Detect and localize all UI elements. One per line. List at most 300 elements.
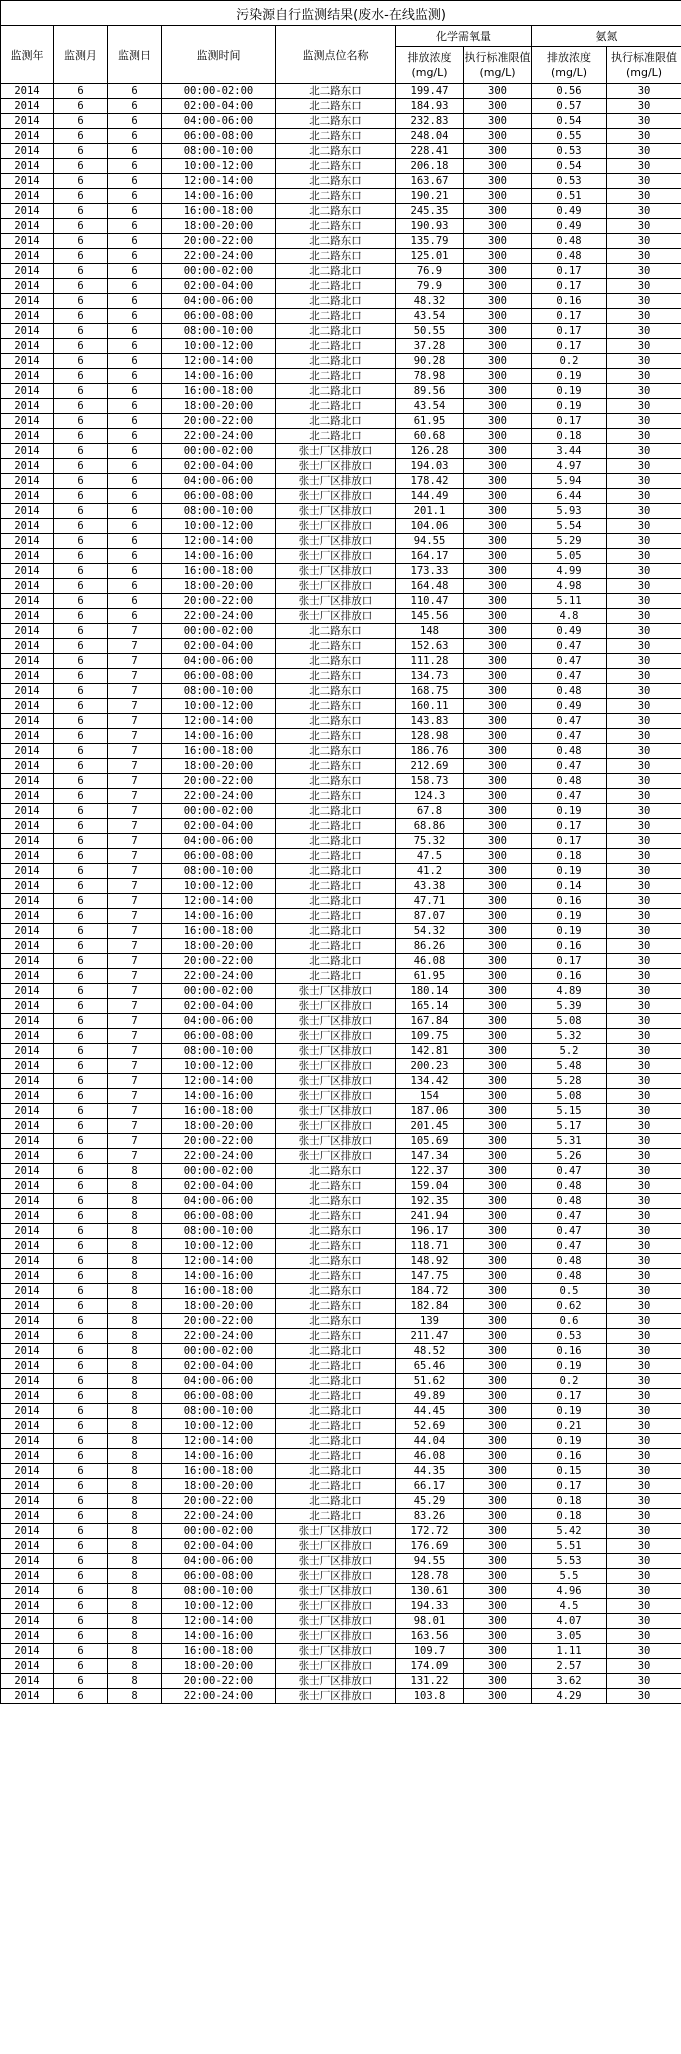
cell-nh3-concentration: 0.47 <box>532 669 607 684</box>
cell-site: 北二路北口 <box>276 804 396 819</box>
cell-cod-concentration: 158.73 <box>396 774 464 789</box>
cell-month: 6 <box>54 1614 108 1629</box>
cell-month: 6 <box>54 1494 108 1509</box>
cell-year: 2014 <box>1 1539 54 1554</box>
cell-month: 6 <box>54 984 108 999</box>
cell-site: 北二路北口 <box>276 969 396 984</box>
table-row <box>1 459 681 474</box>
header-year: 监测年 <box>1 26 54 84</box>
cell-day: 7 <box>108 909 162 924</box>
cell-month: 6 <box>54 1044 108 1059</box>
cell-site: 张士厂区排放口 <box>276 609 396 624</box>
cell-month: 6 <box>54 1674 108 1689</box>
cell-site: 张士厂区排放口 <box>276 984 396 999</box>
cell-cod-concentration: 103.8 <box>396 1689 464 1704</box>
cell-time: 04:00-06:00 <box>162 1554 276 1569</box>
cell-nh3-standard: 30 <box>607 1614 681 1629</box>
cell-day: 8 <box>108 1659 162 1674</box>
table-row <box>1 1194 681 1209</box>
table-row <box>1 1629 681 1644</box>
cell-time: 06:00-08:00 <box>162 309 276 324</box>
cell-cod-concentration: 199.47 <box>396 84 464 99</box>
cell-day: 8 <box>108 1179 162 1194</box>
cell-site: 北二路北口 <box>276 324 396 339</box>
cell-site: 北二路北口 <box>276 1359 396 1374</box>
cell-year: 2014 <box>1 984 54 999</box>
cell-nh3-concentration: 0.48 <box>532 1254 607 1269</box>
cell-day: 8 <box>108 1629 162 1644</box>
table-row <box>1 129 681 144</box>
cell-nh3-concentration: 0.18 <box>532 1509 607 1524</box>
cell-nh3-standard: 30 <box>607 1224 681 1239</box>
cell-year: 2014 <box>1 1404 54 1419</box>
cell-nh3-standard: 30 <box>607 819 681 834</box>
table-row <box>1 1074 681 1089</box>
cell-cod-standard: 300 <box>464 384 532 399</box>
cell-site: 张士厂区排放口 <box>276 1644 396 1659</box>
cell-cod-standard: 300 <box>464 789 532 804</box>
cell-nh3-standard: 30 <box>607 1044 681 1059</box>
cell-month: 6 <box>54 999 108 1014</box>
cell-time: 10:00-12:00 <box>162 1599 276 1614</box>
table-row <box>1 774 681 789</box>
cell-cod-standard: 300 <box>464 1599 532 1614</box>
cell-time: 08:00-10:00 <box>162 1404 276 1419</box>
cell-day: 8 <box>108 1329 162 1344</box>
cell-nh3-standard: 30 <box>607 1059 681 1074</box>
cell-cod-concentration: 78.98 <box>396 369 464 384</box>
cell-cod-concentration: 148.92 <box>396 1254 464 1269</box>
cell-nh3-concentration: 0.17 <box>532 279 607 294</box>
cell-day: 6 <box>108 144 162 159</box>
cell-cod-concentration: 44.35 <box>396 1464 464 1479</box>
cell-nh3-concentration: 0.48 <box>532 684 607 699</box>
cell-cod-concentration: 144.49 <box>396 489 464 504</box>
cell-day: 8 <box>108 1299 162 1314</box>
cell-cod-concentration: 190.93 <box>396 219 464 234</box>
cell-day: 6 <box>108 399 162 414</box>
cell-cod-standard: 300 <box>464 894 532 909</box>
cell-nh3-concentration: 0.14 <box>532 879 607 894</box>
cell-cod-concentration: 109.7 <box>396 1644 464 1659</box>
table-row <box>1 1599 681 1614</box>
cell-day: 8 <box>108 1599 162 1614</box>
cell-nh3-concentration: 0.49 <box>532 219 607 234</box>
cell-cod-standard: 300 <box>464 1374 532 1389</box>
cell-site: 北二路东口 <box>276 684 396 699</box>
table-row <box>1 1584 681 1599</box>
cell-month: 6 <box>54 1314 108 1329</box>
cell-site: 张士厂区排放口 <box>276 1044 396 1059</box>
table-row <box>1 1659 681 1674</box>
table-row <box>1 1179 681 1194</box>
cell-cod-concentration: 228.41 <box>396 144 464 159</box>
header-month: 监测月 <box>54 26 108 84</box>
table-row <box>1 1164 681 1179</box>
cell-cod-standard: 300 <box>464 534 532 549</box>
cell-site: 张士厂区排放口 <box>276 1659 396 1674</box>
cell-cod-standard: 300 <box>464 1209 532 1224</box>
cell-site: 北二路北口 <box>276 834 396 849</box>
table-row <box>1 384 681 399</box>
cell-nh3-concentration: 5.93 <box>532 504 607 519</box>
cell-site: 北二路北口 <box>276 1509 396 1524</box>
cell-nh3-standard: 30 <box>607 1404 681 1419</box>
cell-site: 北二路东口 <box>276 249 396 264</box>
cell-cod-standard: 300 <box>464 459 532 474</box>
cell-nh3-standard: 30 <box>607 564 681 579</box>
cell-time: 02:00-04:00 <box>162 1359 276 1374</box>
cell-nh3-concentration: 0.17 <box>532 264 607 279</box>
cell-site: 北二路东口 <box>276 729 396 744</box>
cell-day: 8 <box>108 1539 162 1554</box>
cell-nh3-concentration: 4.96 <box>532 1584 607 1599</box>
cell-nh3-standard: 30 <box>607 234 681 249</box>
cell-cod-standard: 300 <box>464 624 532 639</box>
cell-nh3-concentration: 5.28 <box>532 1074 607 1089</box>
cell-time: 06:00-08:00 <box>162 1029 276 1044</box>
cell-cod-standard: 300 <box>464 924 532 939</box>
cell-year: 2014 <box>1 894 54 909</box>
table-row <box>1 849 681 864</box>
cell-cod-standard: 300 <box>464 1344 532 1359</box>
cell-site: 北二路北口 <box>276 339 396 354</box>
cell-month: 6 <box>54 1224 108 1239</box>
cell-time: 18:00-20:00 <box>162 1299 276 1314</box>
cell-cod-standard: 300 <box>464 1419 532 1434</box>
cell-time: 04:00-06:00 <box>162 294 276 309</box>
cell-site: 北二路北口 <box>276 924 396 939</box>
cell-year: 2014 <box>1 954 54 969</box>
cell-site: 北二路北口 <box>276 909 396 924</box>
cell-site: 张士厂区排放口 <box>276 1524 396 1539</box>
cell-time: 14:00-16:00 <box>162 1449 276 1464</box>
cell-cod-standard: 300 <box>464 1299 532 1314</box>
cell-year: 2014 <box>1 1674 54 1689</box>
cell-year: 2014 <box>1 594 54 609</box>
cell-cod-standard: 300 <box>464 579 532 594</box>
cell-time: 12:00-14:00 <box>162 1614 276 1629</box>
cell-nh3-standard: 30 <box>607 804 681 819</box>
cell-cod-standard: 300 <box>464 774 532 789</box>
cell-day: 7 <box>108 819 162 834</box>
table-row <box>1 1539 681 1554</box>
cell-day: 7 <box>108 864 162 879</box>
cell-site: 张士厂区排放口 <box>276 1059 396 1074</box>
cell-day: 6 <box>108 519 162 534</box>
cell-cod-standard: 300 <box>464 249 532 264</box>
cell-site: 北二路北口 <box>276 1449 396 1464</box>
cell-nh3-concentration: 3.05 <box>532 1629 607 1644</box>
cell-year: 2014 <box>1 114 54 129</box>
cell-nh3-standard: 30 <box>607 1239 681 1254</box>
cell-nh3-standard: 30 <box>607 1419 681 1434</box>
cell-time: 04:00-06:00 <box>162 834 276 849</box>
cell-cod-standard: 300 <box>464 729 532 744</box>
cell-nh3-standard: 30 <box>607 1509 681 1524</box>
cell-cod-standard: 300 <box>464 474 532 489</box>
cell-month: 6 <box>54 489 108 504</box>
table-row <box>1 1224 681 1239</box>
cell-year: 2014 <box>1 504 54 519</box>
cell-cod-standard: 300 <box>464 1584 532 1599</box>
table-row <box>1 339 681 354</box>
cell-time: 14:00-16:00 <box>162 1629 276 1644</box>
table-row <box>1 1284 681 1299</box>
cell-nh3-standard: 30 <box>607 579 681 594</box>
cell-nh3-standard: 30 <box>607 849 681 864</box>
cell-site: 北二路东口 <box>276 189 396 204</box>
cell-nh3-concentration: 5.53 <box>532 1554 607 1569</box>
cell-time: 12:00-14:00 <box>162 354 276 369</box>
cell-day: 6 <box>108 249 162 264</box>
cell-time: 16:00-18:00 <box>162 564 276 579</box>
cell-year: 2014 <box>1 1254 54 1269</box>
cell-nh3-standard: 30 <box>607 159 681 174</box>
cell-cod-standard: 300 <box>464 1674 532 1689</box>
table-row <box>1 174 681 189</box>
cell-cod-concentration: 65.46 <box>396 1359 464 1374</box>
cell-cod-standard: 300 <box>464 489 532 504</box>
cell-day: 6 <box>108 579 162 594</box>
cell-cod-concentration: 168.75 <box>396 684 464 699</box>
cell-month: 6 <box>54 864 108 879</box>
cell-time: 18:00-20:00 <box>162 1479 276 1494</box>
cell-cod-concentration: 47.71 <box>396 894 464 909</box>
cell-nh3-standard: 30 <box>607 414 681 429</box>
cell-month: 6 <box>54 879 108 894</box>
cell-nh3-concentration: 0.17 <box>532 339 607 354</box>
cell-nh3-concentration: 0.21 <box>532 1419 607 1434</box>
table-row <box>1 1389 681 1404</box>
cell-cod-standard: 300 <box>464 1179 532 1194</box>
cell-cod-standard: 300 <box>464 159 532 174</box>
cell-nh3-concentration: 0.47 <box>532 714 607 729</box>
cell-cod-concentration: 44.04 <box>396 1434 464 1449</box>
cell-time: 22:00-24:00 <box>162 969 276 984</box>
cell-cod-standard: 300 <box>464 1014 532 1029</box>
cell-nh3-standard: 30 <box>607 174 681 189</box>
cell-cod-concentration: 163.67 <box>396 174 464 189</box>
table-row <box>1 669 681 684</box>
cell-cod-concentration: 145.56 <box>396 609 464 624</box>
cell-day: 7 <box>108 924 162 939</box>
cell-time: 10:00-12:00 <box>162 1239 276 1254</box>
cell-site: 北二路东口 <box>276 639 396 654</box>
cell-site: 北二路东口 <box>276 174 396 189</box>
cell-nh3-standard: 30 <box>607 1074 681 1089</box>
cell-time: 02:00-04:00 <box>162 1179 276 1194</box>
cell-year: 2014 <box>1 429 54 444</box>
cell-site: 北二路北口 <box>276 1374 396 1389</box>
cell-nh3-concentration: 0.19 <box>532 1359 607 1374</box>
header-time: 监测时间 <box>162 26 276 84</box>
cell-nh3-concentration: 0.16 <box>532 939 607 954</box>
cell-year: 2014 <box>1 639 54 654</box>
table-row <box>1 924 681 939</box>
cell-cod-concentration: 126.28 <box>396 444 464 459</box>
cell-time: 16:00-18:00 <box>162 1464 276 1479</box>
cell-cod-standard: 300 <box>464 954 532 969</box>
cell-year: 2014 <box>1 654 54 669</box>
cell-site: 张士厂区排放口 <box>276 1629 396 1644</box>
cell-nh3-concentration: 0.48 <box>532 744 607 759</box>
cell-nh3-standard: 30 <box>607 129 681 144</box>
cell-nh3-standard: 30 <box>607 1164 681 1179</box>
cell-time: 00:00-02:00 <box>162 444 276 459</box>
cell-site: 北二路东口 <box>276 744 396 759</box>
cell-site: 北二路东口 <box>276 1314 396 1329</box>
cell-site: 北二路东口 <box>276 144 396 159</box>
cell-nh3-concentration: 0.19 <box>532 399 607 414</box>
cell-month: 6 <box>54 324 108 339</box>
cell-nh3-concentration: 0.49 <box>532 204 607 219</box>
cell-nh3-standard: 30 <box>607 759 681 774</box>
cell-cod-standard: 300 <box>464 1044 532 1059</box>
cell-cod-standard: 300 <box>464 1389 532 1404</box>
table-row <box>1 1269 681 1284</box>
cell-nh3-concentration: 5.2 <box>532 1044 607 1059</box>
cell-year: 2014 <box>1 1209 54 1224</box>
table-row <box>1 1509 681 1524</box>
cell-year: 2014 <box>1 1584 54 1599</box>
cell-cod-concentration: 134.42 <box>396 1074 464 1089</box>
cell-cod-concentration: 186.76 <box>396 744 464 759</box>
cell-year: 2014 <box>1 1329 54 1344</box>
cell-day: 6 <box>108 504 162 519</box>
table-row <box>1 324 681 339</box>
cell-year: 2014 <box>1 1179 54 1194</box>
cell-nh3-standard: 30 <box>607 519 681 534</box>
cell-time: 20:00-22:00 <box>162 414 276 429</box>
cell-month: 6 <box>54 594 108 609</box>
cell-cod-standard: 300 <box>464 594 532 609</box>
cell-nh3-concentration: 0.48 <box>532 234 607 249</box>
table-row <box>1 219 681 234</box>
cell-day: 7 <box>108 1044 162 1059</box>
cell-site: 张士厂区排放口 <box>276 594 396 609</box>
table-row <box>1 204 681 219</box>
cell-cod-concentration: 37.28 <box>396 339 464 354</box>
cell-nh3-concentration: 4.8 <box>532 609 607 624</box>
cell-cod-standard: 300 <box>464 1149 532 1164</box>
cell-cod-concentration: 111.28 <box>396 654 464 669</box>
cell-nh3-concentration: 0.18 <box>532 1494 607 1509</box>
cell-day: 6 <box>108 264 162 279</box>
cell-nh3-standard: 30 <box>607 1494 681 1509</box>
table-title: 污染源自行监测结果(废水-在线监测) <box>1 1 681 26</box>
cell-month: 6 <box>54 924 108 939</box>
table-row <box>1 1689 681 1704</box>
table-row <box>1 1254 681 1269</box>
cell-time: 20:00-22:00 <box>162 1314 276 1329</box>
cell-cod-concentration: 68.86 <box>396 819 464 834</box>
cell-time: 20:00-22:00 <box>162 594 276 609</box>
cell-site: 北二路东口 <box>276 204 396 219</box>
cell-nh3-standard: 30 <box>607 1584 681 1599</box>
cell-time: 14:00-16:00 <box>162 1269 276 1284</box>
cell-month: 6 <box>54 1509 108 1524</box>
cell-cod-concentration: 196.17 <box>396 1224 464 1239</box>
cell-nh3-concentration: 5.26 <box>532 1149 607 1164</box>
cell-cod-standard: 300 <box>464 504 532 519</box>
cell-day: 7 <box>108 894 162 909</box>
cell-cod-concentration: 110.47 <box>396 594 464 609</box>
cell-day: 7 <box>108 639 162 654</box>
cell-time: 00:00-02:00 <box>162 1344 276 1359</box>
cell-cod-concentration: 90.28 <box>396 354 464 369</box>
cell-day: 7 <box>108 969 162 984</box>
cell-year: 2014 <box>1 669 54 684</box>
cell-cod-standard: 300 <box>464 144 532 159</box>
cell-time: 08:00-10:00 <box>162 1044 276 1059</box>
cell-month: 6 <box>54 159 108 174</box>
cell-month: 6 <box>54 384 108 399</box>
table-row <box>1 1059 681 1074</box>
table-row <box>1 264 681 279</box>
table-row <box>1 429 681 444</box>
cell-site: 北二路北口 <box>276 954 396 969</box>
table-row <box>1 999 681 1014</box>
cell-nh3-concentration: 5.51 <box>532 1539 607 1554</box>
cell-cod-standard: 300 <box>464 1689 532 1704</box>
cell-cod-concentration: 167.84 <box>396 1014 464 1029</box>
cell-nh3-standard: 30 <box>607 789 681 804</box>
table-row <box>1 1119 681 1134</box>
cell-year: 2014 <box>1 1284 54 1299</box>
cell-year: 2014 <box>1 834 54 849</box>
table-row <box>1 1314 681 1329</box>
cell-nh3-concentration: 4.5 <box>532 1599 607 1614</box>
header-day: 监测日 <box>108 26 162 84</box>
cell-cod-concentration: 200.23 <box>396 1059 464 1074</box>
table-row <box>1 444 681 459</box>
cell-nh3-concentration: 0.17 <box>532 414 607 429</box>
cell-nh3-standard: 30 <box>607 99 681 114</box>
cell-time: 18:00-20:00 <box>162 1659 276 1674</box>
cell-nh3-standard: 30 <box>607 1104 681 1119</box>
cell-cod-standard: 300 <box>464 1614 532 1629</box>
cell-year: 2014 <box>1 1104 54 1119</box>
cell-cod-standard: 300 <box>464 1539 532 1554</box>
cell-nh3-concentration: 4.99 <box>532 564 607 579</box>
table-row <box>1 1449 681 1464</box>
cell-time: 02:00-04:00 <box>162 279 276 294</box>
cell-year: 2014 <box>1 1599 54 1614</box>
cell-year: 2014 <box>1 459 54 474</box>
cell-nh3-standard: 30 <box>607 1569 681 1584</box>
cell-cod-standard: 300 <box>464 1464 532 1479</box>
cell-day: 8 <box>108 1479 162 1494</box>
cell-month: 6 <box>54 1119 108 1134</box>
cell-nh3-concentration: 0.54 <box>532 114 607 129</box>
cell-cod-concentration: 45.29 <box>396 1494 464 1509</box>
cell-month: 6 <box>54 699 108 714</box>
cell-day: 6 <box>108 549 162 564</box>
cell-year: 2014 <box>1 1134 54 1149</box>
cell-nh3-standard: 30 <box>607 774 681 789</box>
cell-time: 00:00-02:00 <box>162 1524 276 1539</box>
cell-nh3-concentration: 5.5 <box>532 1569 607 1584</box>
cell-site: 北二路北口 <box>276 864 396 879</box>
cell-time: 02:00-04:00 <box>162 819 276 834</box>
cell-cod-standard: 300 <box>464 84 532 99</box>
cell-cod-standard: 300 <box>464 819 532 834</box>
cell-cod-standard: 300 <box>464 219 532 234</box>
table-row <box>1 699 681 714</box>
cell-time: 18:00-20:00 <box>162 399 276 414</box>
cell-site: 北二路北口 <box>276 1494 396 1509</box>
